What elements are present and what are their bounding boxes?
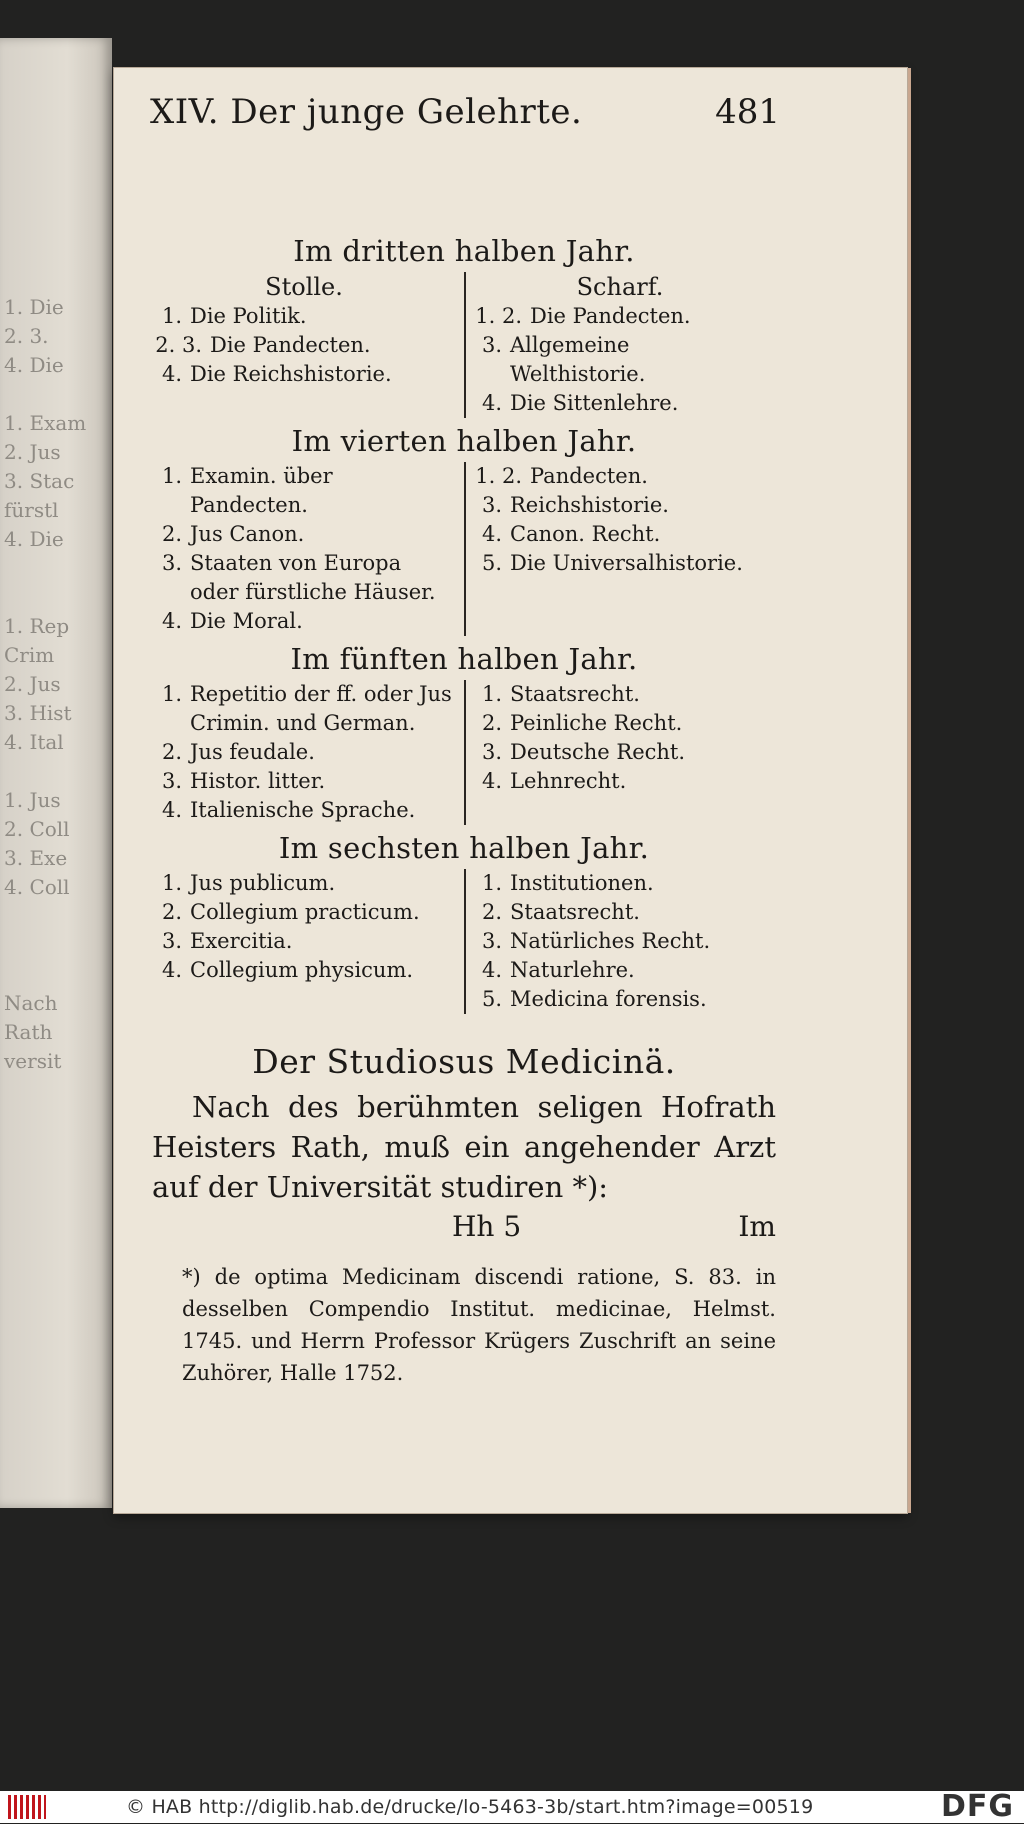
catchword: Im <box>738 1210 776 1243</box>
item-text: Pandecten. <box>530 464 648 488</box>
signature-mark: Hh 5 <box>452 1210 522 1243</box>
item-number: 1. <box>161 682 182 706</box>
item-text: Reichshistorie. <box>510 493 669 517</box>
column-left <box>152 869 464 1014</box>
list-item <box>472 898 768 927</box>
item-text: Staatsrecht. <box>510 900 640 924</box>
item-number: 4. <box>481 958 502 982</box>
item-number: 2. <box>481 900 502 924</box>
item-text: Collegium physicum. <box>190 958 414 982</box>
item-number: 2. <box>481 711 502 735</box>
list-item <box>152 331 456 360</box>
item-number: 3. <box>161 551 182 575</box>
item-number: 5. <box>481 551 502 575</box>
list-item <box>472 709 768 738</box>
item-number: 2. <box>161 740 182 764</box>
column-right <box>464 680 776 825</box>
column-right <box>464 272 776 418</box>
source-credit-link[interactable]: © HAB http://diglib.hab.de/drucke/lo-5463-3b/start.htm?image=00519 <box>126 1796 814 1818</box>
list-item <box>152 956 456 985</box>
column-left <box>152 272 464 418</box>
section-heading: Im dritten halben Jahr. <box>293 234 635 268</box>
dfg-logo: DFG <box>940 1789 1014 1824</box>
item-text: Die Reichshistorie. <box>190 362 392 386</box>
list-item <box>472 331 768 389</box>
running-head-title: XIV. Der junge Gelehrte. <box>150 92 583 132</box>
footnote: *) de optima Medicinam discendi ratione, S. 83. in desselben Compendio Institut. medicinae, Helmst. 1745. und Herrn Professor Krügers Zuschrift an seine Zuhörer, Halle 1752. <box>182 1265 776 1385</box>
two-column-table <box>152 272 776 418</box>
item-text: Deutsche Recht. <box>510 740 686 764</box>
item-text: Allgemeine Welthistorie. <box>510 333 646 386</box>
column-right <box>464 869 776 1014</box>
running-head <box>150 92 780 132</box>
list-item <box>152 680 456 738</box>
item-number: 4. <box>161 798 182 822</box>
section-heading: Im fünften halben Jahr. <box>290 642 638 676</box>
item-text: Collegium practicum. <box>190 900 420 924</box>
item-number: 4. <box>481 522 502 546</box>
item-number: 1. <box>161 304 182 328</box>
item-number: 5. <box>481 987 502 1011</box>
list-item <box>152 549 456 607</box>
item-number: 3. <box>161 769 182 793</box>
list-item <box>152 738 456 767</box>
column-heading: Scharf. <box>576 273 664 301</box>
item-number: 1. 2. <box>475 464 522 488</box>
item-text: Natürliches Recht. <box>510 929 711 953</box>
item-number: 4. <box>161 362 182 386</box>
column-right <box>464 462 776 636</box>
signature-line <box>152 1207 776 1247</box>
list-item <box>152 927 456 956</box>
item-text: Jus Canon. <box>190 522 305 546</box>
item-text: Die Politik. <box>190 304 307 328</box>
item-text: Medicina forensis. <box>510 987 707 1011</box>
list-item <box>472 520 768 549</box>
item-number: 1. <box>161 464 182 488</box>
list-item <box>152 302 456 331</box>
item-text: Die Pandecten. <box>210 333 371 357</box>
item-text: Canon. Recht. <box>510 522 661 546</box>
item-number: 3. <box>481 740 502 764</box>
item-number: 1. <box>161 871 182 895</box>
list-item <box>472 869 768 898</box>
item-text: Die Sittenlehre. <box>510 391 679 415</box>
list-item <box>472 985 768 1014</box>
page-content <box>152 228 776 1389</box>
list-item <box>472 927 768 956</box>
item-text: Exercitia. <box>190 929 293 953</box>
two-column-table <box>152 680 776 825</box>
list-item <box>152 520 456 549</box>
item-number: 1. <box>481 871 502 895</box>
item-number: 4. <box>161 609 182 633</box>
list-item <box>152 360 456 389</box>
item-text: Institutionen. <box>510 871 654 895</box>
list-item <box>472 738 768 767</box>
item-number: 3. <box>161 929 182 953</box>
hab-logo-icon <box>8 1795 46 1819</box>
item-text: Examin. über Pandecten. <box>190 464 333 517</box>
body-paragraph: Nach des berühmten seligen Hofrath Heisters Rath, muß ein angehender Arzt auf der Universität studiren *): <box>152 1090 776 1204</box>
list-item <box>472 462 768 491</box>
list-item <box>472 680 768 709</box>
list-item <box>472 491 768 520</box>
item-text: Die Pandecten. <box>530 304 691 328</box>
list-item <box>152 462 456 520</box>
item-number: 4. <box>481 391 502 415</box>
item-text: Repetitio der ff. oder Jus Crimin. und German. <box>190 682 452 735</box>
item-number: 2. <box>161 900 182 924</box>
item-text: Jus feudale. <box>190 740 315 764</box>
section-heading: Im sechsten halben Jahr. <box>278 831 650 865</box>
page-number: 481 <box>715 92 780 132</box>
viewer-footer-bar <box>0 1791 1024 1823</box>
list-item <box>472 302 768 331</box>
list-item <box>472 767 768 796</box>
item-text: Histor. litter. <box>190 769 326 793</box>
list-item <box>152 869 456 898</box>
item-number: 1. 2. <box>475 304 522 328</box>
list-item <box>472 549 768 578</box>
left-page-bleed-text: 1. Die 2. 3. 4. Die 1. Exam 2. Jus 3. Stac fürstl 4. Die 1. Rep Crim 2. Jus 3. Hist 4. Ital 1. Jus 2. Coll 3. Exe 4. Coll Nach Rath versit <box>4 295 87 1073</box>
item-number: 3. <box>481 493 502 517</box>
item-number: 4. <box>481 769 502 793</box>
item-number: 3. <box>481 333 502 357</box>
list-item <box>152 767 456 796</box>
two-column-table <box>152 462 776 636</box>
item-number: 1. <box>481 682 502 706</box>
item-text: Peinliche Recht. <box>510 711 683 735</box>
column-left <box>152 462 464 636</box>
list-item <box>472 389 768 418</box>
two-column-table <box>152 869 776 1014</box>
left-page-edge <box>0 38 112 1508</box>
list-item <box>152 607 456 636</box>
item-text: Staatsrecht. <box>510 682 640 706</box>
item-text: Die Moral. <box>190 609 303 633</box>
item-number: 2. <box>161 522 182 546</box>
item-number: 4. <box>161 958 182 982</box>
item-number: 3. <box>481 929 502 953</box>
item-text: Die Universalhistorie. <box>510 551 743 575</box>
item-text: Lehnrecht. <box>510 769 627 793</box>
item-number: 2. 3. <box>155 333 202 357</box>
list-item <box>152 898 456 927</box>
section-heading: Im vierten halben Jahr. <box>291 424 637 458</box>
item-text: Italienische Sprache. <box>190 798 416 822</box>
item-text: Naturlehre. <box>510 958 635 982</box>
chapter-heading: Der Studiosus Medicinä. <box>252 1042 676 1081</box>
column-heading: Stolle. <box>265 273 343 301</box>
list-item <box>152 796 456 825</box>
item-text: Jus publicum. <box>190 871 336 895</box>
list-item <box>472 956 768 985</box>
item-text: Staaten von Europa oder fürstliche Häuser. <box>190 551 436 604</box>
column-left <box>152 680 464 825</box>
